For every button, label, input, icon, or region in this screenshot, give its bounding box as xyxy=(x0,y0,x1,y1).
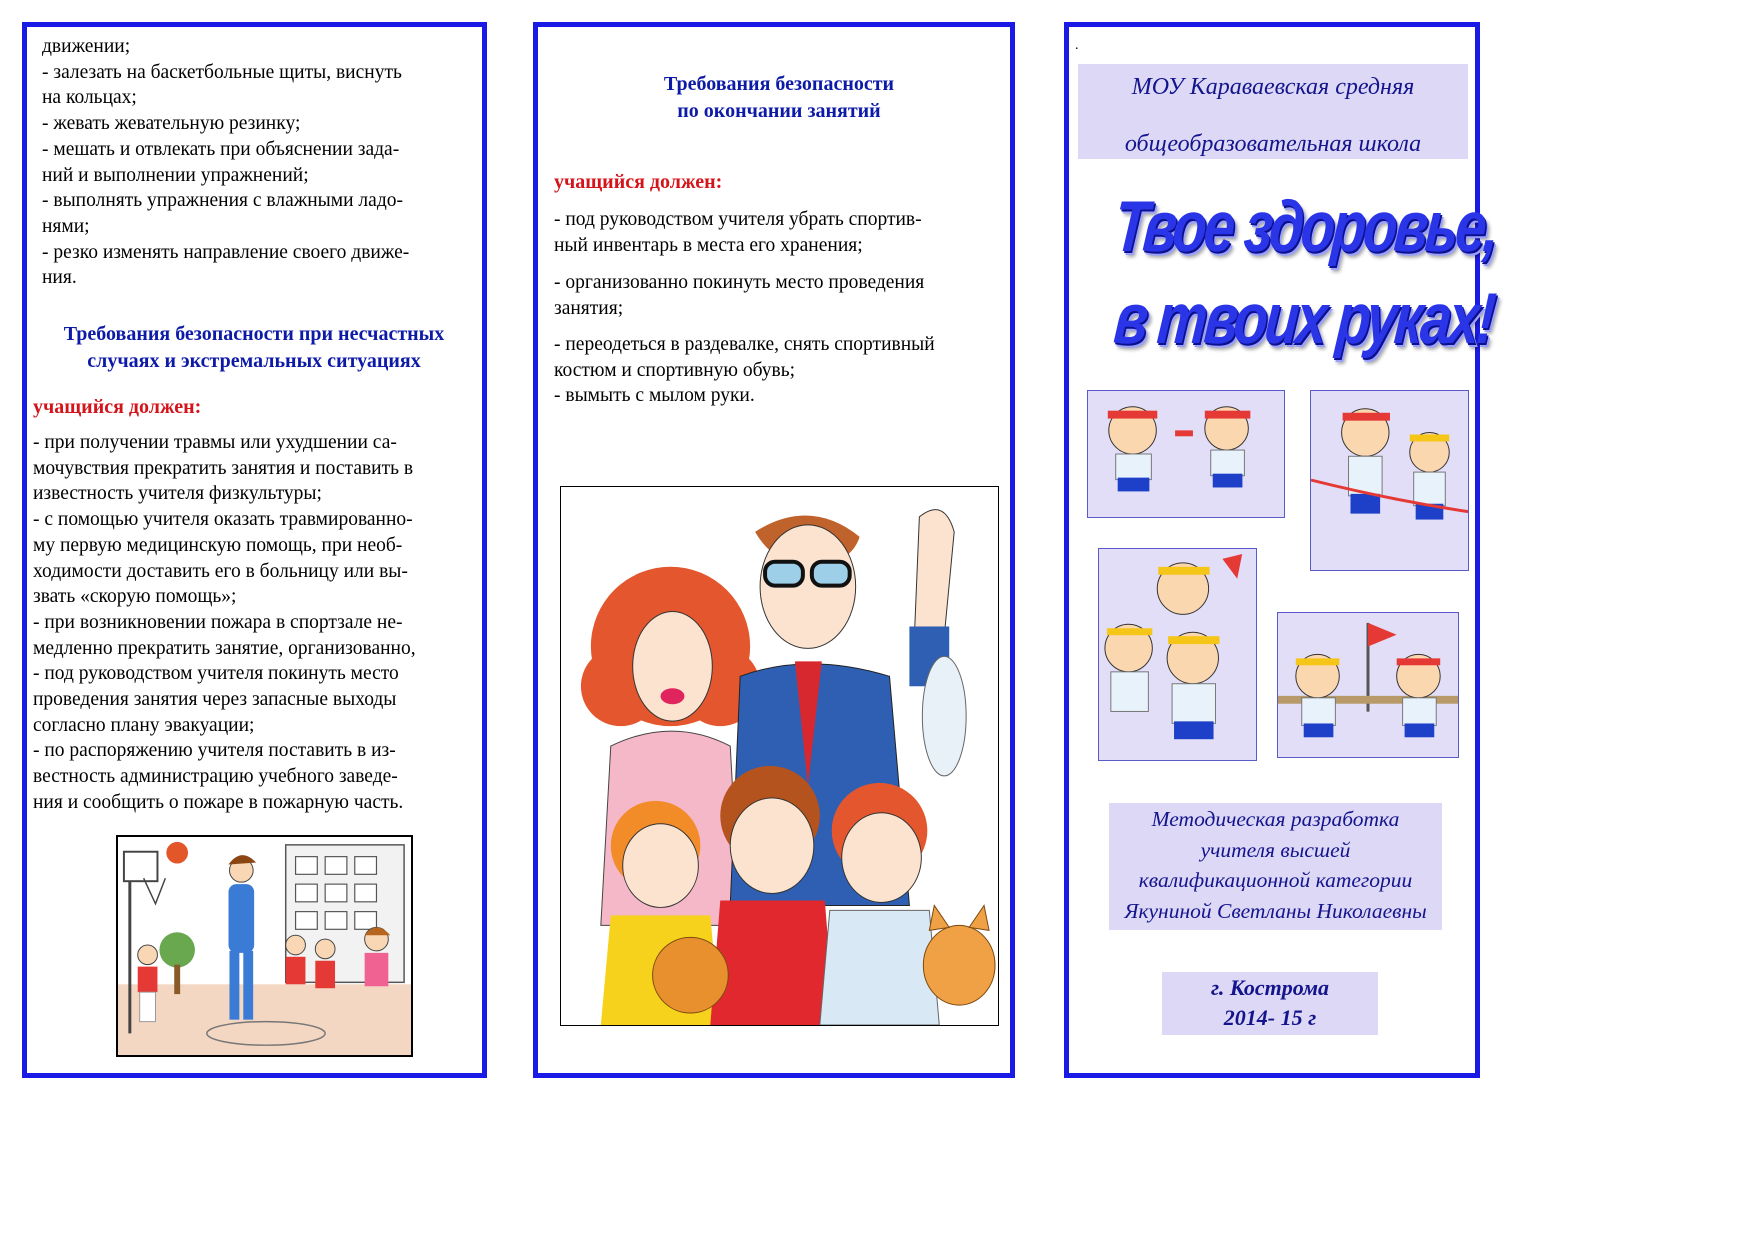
author-box xyxy=(1109,803,1442,930)
heading-line: Требования безопасности при несчастных xyxy=(63,323,445,345)
kids-finish-line-image xyxy=(1310,390,1469,571)
text-line: ния. xyxy=(42,267,77,289)
heading-line: по окончании занятий xyxy=(677,100,881,122)
text-line: - резко изменять направление своего движе- xyxy=(42,241,410,263)
kids-group-image xyxy=(1098,548,1257,761)
text-line: - выполнять упражнения с влажными ладо- xyxy=(42,190,403,212)
text-line: движении; xyxy=(42,36,131,57)
text-line: - организованно покинуть место проведения xyxy=(554,272,925,293)
text-line: ния и сообщить о пожаре в пожарную часть. xyxy=(33,791,404,813)
text-line: - при получении травмы или ухудшении са- xyxy=(33,432,397,453)
middle-heading xyxy=(539,71,1019,125)
author-line: квалификационной категории xyxy=(1138,868,1413,892)
text-line: ный инвентарь в места его хранения; xyxy=(554,234,863,256)
text-line: нями; xyxy=(42,215,90,237)
author-line: учителя высшей xyxy=(1200,837,1351,862)
text-line: ходимости доставить его в больницу или вы- xyxy=(33,560,408,582)
text-line: му первую медицинскую помощь, при необ- xyxy=(33,534,403,556)
text-line: проведения занятия через запасные выходы xyxy=(33,689,397,711)
text-line: - жевать жевательную резинку; xyxy=(42,113,301,135)
text-line: медленно прекратить занятие, организованно, xyxy=(33,637,416,659)
text-line: костюм и спортивную обувь; xyxy=(554,359,796,381)
left-rules-text xyxy=(33,430,416,816)
text-line: вестность администрацию учебного заведе- xyxy=(33,766,398,788)
school-name-line: МОУ Караваевская средняя xyxy=(1131,74,1415,100)
middle-rule-3 xyxy=(554,332,935,409)
place-line: г. Кострома xyxy=(1210,975,1330,1000)
family-illustration xyxy=(560,486,999,1026)
text-line: - под руководством учителя покинуть место xyxy=(33,663,399,685)
heading-line: случаях и экстремальных ситуациях xyxy=(87,350,421,372)
text-line: мочувствия прекратить занятия и поставить в xyxy=(33,457,414,479)
text-line: - под руководством учителя убрать спортив- xyxy=(554,209,922,230)
text-line: занятия; xyxy=(554,297,624,319)
heading-line: Требования безопасности xyxy=(663,73,895,95)
middle-rule-1 xyxy=(554,207,922,258)
kids-running-image xyxy=(1087,390,1285,518)
school-name-box xyxy=(1078,64,1468,159)
school-name-line: общеобразовательная школа xyxy=(1124,131,1422,157)
place-date-box xyxy=(1162,972,1378,1035)
text-line: - с помощью учителя оказать травмированно- xyxy=(33,509,413,531)
gym-illustration xyxy=(116,835,413,1057)
title-line-2: в твоих руках! xyxy=(1111,279,1496,359)
title-line-1: Твое здоровье, xyxy=(1111,187,1500,267)
text-line: - мешать и отвлекать при объяснении зада- xyxy=(42,138,400,160)
author-line: Методическая разработка xyxy=(1151,807,1400,831)
text-line: - вымыть с мылом руки. xyxy=(554,385,755,407)
text-line: согласно плану эвакуации; xyxy=(33,714,255,736)
left-intro-text xyxy=(42,34,409,291)
text-line: - переодеться в раздевалке, снять спортивный xyxy=(554,334,935,355)
text-line: звать «скорую помощь»; xyxy=(33,586,237,608)
text-line: - залезать на баскетбольные щиты, виснуть xyxy=(42,61,402,83)
corner-dot: . xyxy=(1075,38,1079,53)
text-line: - при возникновении пожара в спортзале не- xyxy=(33,611,403,633)
text-line: - по распоряжению учителя поставить в из- xyxy=(33,740,396,762)
middle-student-must: учащийся должен: xyxy=(554,171,723,193)
text-line: на кольцах; xyxy=(42,87,137,109)
author-line: Якуниной Светланы Николаевны xyxy=(1124,898,1427,923)
date-line: 2014- 15 г xyxy=(1223,1005,1317,1030)
left-student-must: учащийся должен: xyxy=(33,396,202,418)
middle-rule-2 xyxy=(554,270,924,321)
text-line: ний и выполнении упражнений; xyxy=(42,164,309,186)
kids-tug-of-war-image xyxy=(1277,612,1459,758)
text-line: известность учителя физкультуры; xyxy=(33,483,322,505)
left-heading xyxy=(28,321,480,375)
